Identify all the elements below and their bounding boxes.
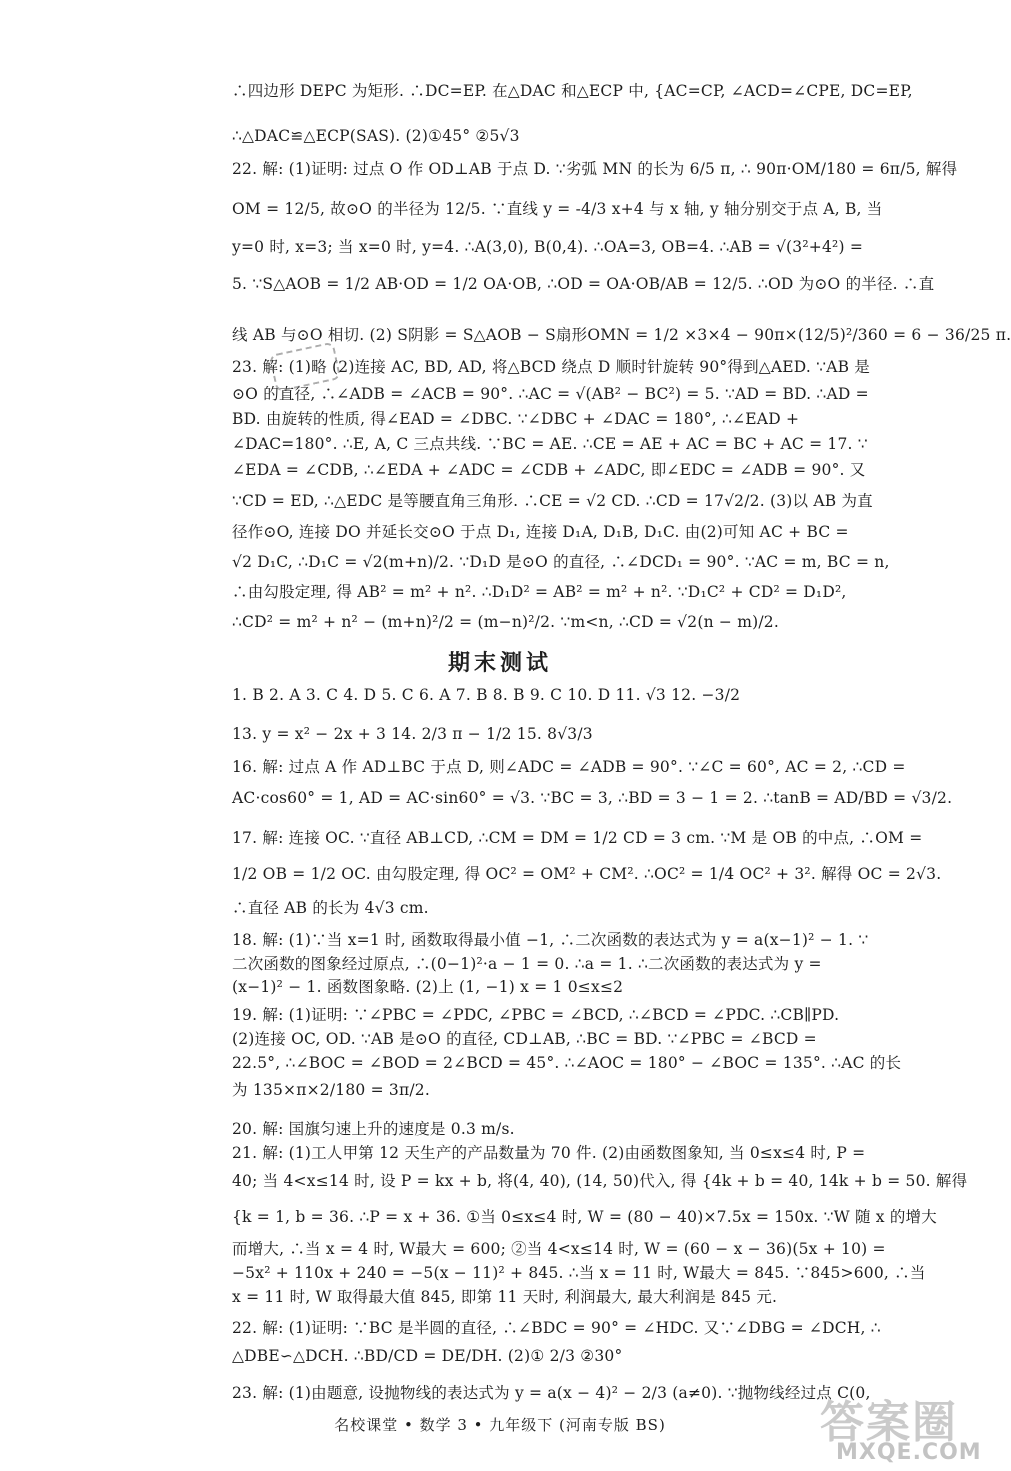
answer-line: 1. B 2. A 3. C 4. D 5. C 6. A 7. B 8. B 9. C 10. D 11. √3 12. −3/2 (232, 686, 741, 704)
watermark-url: MXQE.COM (836, 1440, 982, 1465)
text-line: ∠EDA = ∠CDB, ∴∠EDA + ∠ADC = ∠CDB + ∠ADC, 即∠EDC = ∠ADB = 90°. 又 (232, 461, 866, 479)
text-line: OM = 12/5, 故⊙O 的半径为 12/5. ∵直线 y = -4/3 x+4 与 x 轴, y 轴分别交于点 A, B, 当 (232, 200, 883, 218)
text-line: y=0 时, x=3; 当 x=0 时, y=4. ∴A(3,0), B(0,4). ∴OA=3, OB=4. ∴AB = √(3²+4²) = (232, 238, 864, 256)
answer-line: 为 135×π×2/180 = 3π/2. (232, 1081, 430, 1099)
answer-line: 23. 解: (1)由题意, 设抛物线的表达式为 y = a(x − 4)² − 2/3 (a≠0). ∵抛物线经过点 C(0, (232, 1384, 871, 1402)
answer-line: AC·cos60° = 1, AD = AC·sin60° = √3. ∵BC = 3, ∴BD = 3 − 1 = 2. ∴tanB = AD/BD = √3/2. (232, 789, 953, 807)
answer-line: (x−1)² − 1. 函数图象略. (2)上 (1, −1) x = 1 0≤x≤2 (232, 978, 624, 996)
answer-line: 19. 解: (1)证明: ∵∠PBC = ∠PDC, ∠PBC = ∠BCD, ∴∠BCD = ∠PDC. ∴CB∥PD. (232, 1006, 840, 1024)
answer-line: △DBE∽△DCH. ∴BD/CD = DE/DH. (2)① 2/3 ②30° (232, 1347, 623, 1365)
answer-line: (2)连接 OC, OD. ∵AB 是⊙O 的直径, CD⊥AB, ∴BC = BD. ∵∠PBC = ∠BCD = (232, 1030, 817, 1048)
answer-line: 18. 解: (1)∵当 x=1 时, 函数取得最小值 −1, ∴二次函数的表达式为 y = a(x−1)² − 1. ∵ (232, 931, 869, 949)
answer-line: 二次函数的图象经过原点, ∴(0−1)²·a − 1 = 0. ∴a = 1. ∴二次函数的表达式为 y = (232, 955, 822, 973)
text-line: √2 D₁C, ∴D₁C = √2(m+n)/2. ∵D₁D 是⊙O 的直径, ∴∠DCD₁ = 90°. ∵AC = m, BC = n, (232, 553, 890, 571)
text-line: ∴由勾股定理, 得 AB² = m² + n². ∴D₁D² = AB² = m² + n². ∵D₁C² + CD² = D₁D², (232, 583, 847, 601)
text-line: 径作⊙O, 连接 DO 并延长交⊙O 于点 D₁, 连接 D₁A, D₁B, D₁C. 由(2)可知 AC + BC = (232, 523, 849, 541)
answer-line: 40; 当 4<x≤14 时, 设 P = kx + b, 将(4, 40), (14, 50)代入, 得 {4k + b = 40, 14k + b = 50. 解得 (232, 1172, 968, 1190)
text-line: BD. 由旋转的性质, 得∠EAD = ∠DBC. ∵∠DBC + ∠DAC = 180°, ∴∠EAD + (232, 410, 800, 428)
text-line: ∴四边形 DEPC 为矩形. ∴DC=EP. 在△DAC 和△ECP 中, {AC=CP, ∠ACD=∠CPE, DC=EP, (232, 82, 913, 100)
answer-line: 13. y = x² − 2x + 3 14. 2/3 π − 1/2 15. 8√3/3 (232, 725, 593, 743)
answer-line: 16. 解: 过点 A 作 AD⊥BC 于点 D, 则∠ADC = ∠ADB = 90°. ∵∠C = 60°, AC = 2, ∴CD = (232, 758, 906, 776)
text-line: ⊙O 的直径, ∴∠ADB = ∠ACB = 90°. ∴AC = √(AB² − BC²) = 5. ∵AD = BD. ∴AD = (232, 385, 869, 403)
answer-line: 22.5°, ∴∠BOC = ∠BOD = 2∠BCD = 45°. ∴∠AOC = 180° − ∠BOC = 135°. ∴AC 的长 (232, 1054, 902, 1072)
answer-line: 17. 解: 连接 OC. ∵直径 AB⊥CD, ∴CM = DM = 1/2 CD = 3 cm. ∵M 是 OB 的中点, ∴OM = (232, 829, 923, 847)
text-line: ∴△DAC≌△ECP(SAS). (2)①45° ②5√3 (232, 127, 520, 145)
text-line: 线 AB 与⊙O 相切. (2) S阴影 = S△AOB − S扇形OMN = 1/2 ×3×4 − 90π×(12/5)²/360 = 6 − 36/25 π. (232, 326, 1011, 344)
text-line: 22. 解: (1)证明: 过点 O 作 OD⊥AB 于点 D. ∵劣弧 MN 的长为 6/5 π, ∴ 90π·OM/180 = 6π/5, 解得 (232, 160, 958, 178)
answer-line: 而增大, ∴当 x = 4 时, W最大 = 600; ②当 4<x≤14 时, W = (60 − x − 36)(5x + 10) = (232, 1240, 886, 1258)
watermark-logo: 答案圈 (820, 1397, 958, 1448)
answer-line: 22. 解: (1)证明: ∵BC 是半圆的直径, ∴∠BDC = 90° = ∠HDC. 又∵∠DBG = ∠DCH, ∴ (232, 1319, 881, 1337)
text-line: 5. ∵S△AOB = 1/2 AB·OD = 1/2 OA·OB, ∴OD = OA·OB/AB = 12/5. ∴OD 为⊙O 的半径. ∴直 (232, 275, 935, 293)
text-line: ∵CD = ED, ∴△EDC 是等腰直角三角形. ∴CE = √2 CD. ∴CD = 17√2/2. (3)以 AB 为直 (232, 492, 873, 510)
answer-line: ∴直径 AB 的长为 4√3 cm. (232, 899, 429, 917)
text-line: ∠DAC=180°. ∴E, A, C 三点共线. ∵BC = AE. ∴CE = AE + AC = BC + AC = 17. ∵ (232, 435, 868, 453)
answer-line: −5x² + 110x + 240 = −5(x − 11)² + 845. ∴当 x = 11 时, W最大 = 845. ∵845>600, ∴当 (232, 1264, 926, 1282)
answer-line: x = 11 时, W 取得最大值 845, 即第 11 天时, 利润最大, 最大利润是 845 元. (232, 1288, 778, 1306)
answer-line: 20. 解: 国旗匀速上升的速度是 0.3 m/s. (232, 1120, 515, 1138)
answer-line: 1/2 OB = 1/2 OC. 由勾股定理, 得 OC² = OM² + CM². ∴OC² = 1/4 OC² + 3². 解得 OC = 2√3. (232, 865, 942, 883)
answer-line: {k = 1, b = 36. ∴P = x + 36. ①当 0≤x≤4 时, W = (80 − 40)×7.5x = 150x. ∵W 随 x 的增大 (232, 1208, 937, 1226)
page-footer: 名校课堂 • 数学 3 • 九年级下 (河南专版 BS) (334, 1416, 666, 1434)
answer-line: 21. 解: (1)工人甲第 12 天生产的产品数量为 70 件. (2)由函数图象知, 当 0≤x≤4 时, P = (232, 1144, 866, 1162)
text-line: ∴CD² = m² + n² − (m+n)²/2 = (m−n)²/2. ∵m<n, ∴CD = √2(n − m)/2. (232, 613, 779, 631)
text-line: 23. 解: (1)略 (2)连接 AC, BD, AD, 将△BCD 绕点 D 顺时针旋转 90°得到△AED. ∵AB 是 (232, 358, 871, 376)
section-title: 期末测试 (447, 651, 552, 676)
